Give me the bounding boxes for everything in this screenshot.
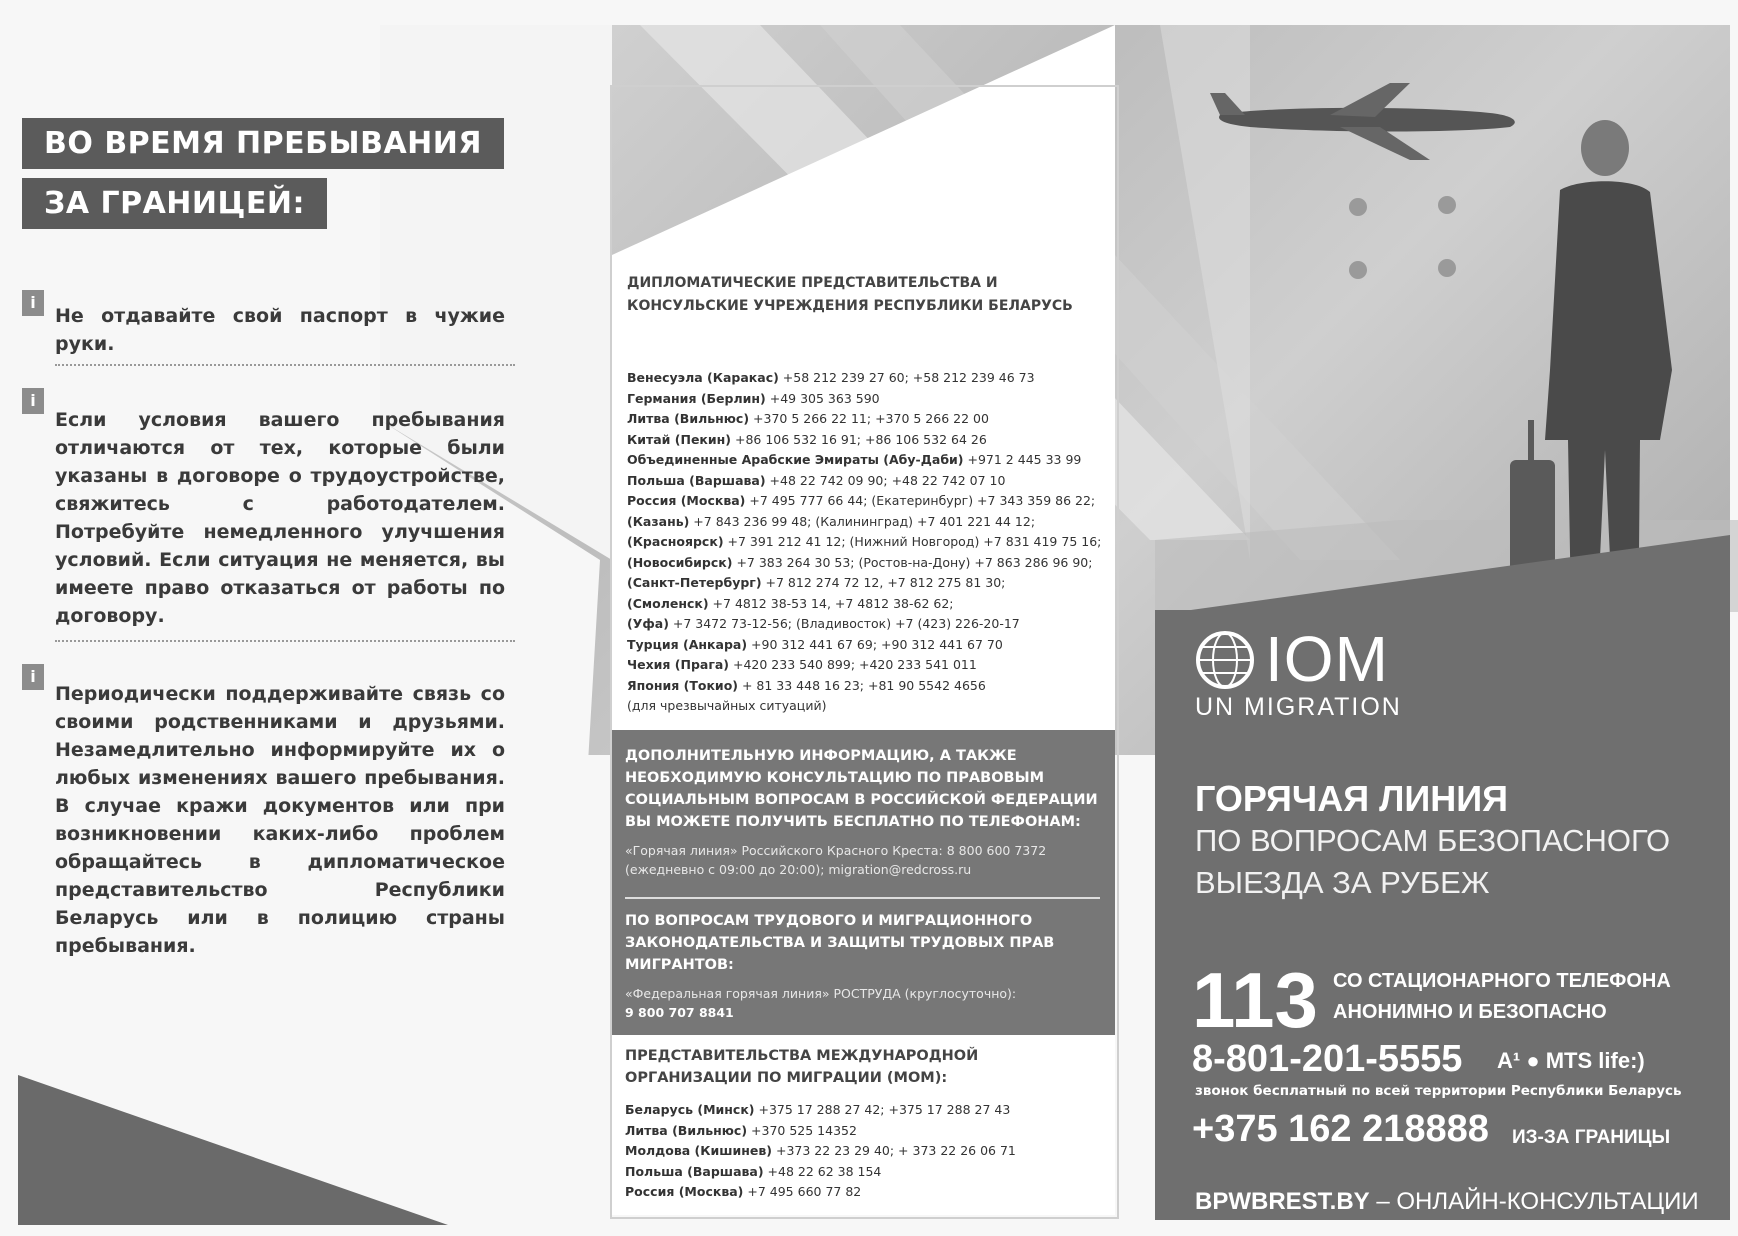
contact-place: Польша (Варшава) xyxy=(627,472,766,488)
contact-phones: + 81 33 448 16 23; +81 90 5542 4656 xyxy=(738,677,986,693)
contact-phones: +375 17 288 27 42; +375 17 288 27 43 xyxy=(754,1102,1011,1117)
contact-row xyxy=(627,409,1107,430)
hotline-subtitle-line1: ПО ВОПРОСАМ БЕЗОПАСНОГО xyxy=(1195,823,1671,858)
contact-place: Чехия (Прага) xyxy=(627,657,730,672)
contact-phones: +7 4812 38-53 14, +7 4812 38-62 62; xyxy=(708,595,954,611)
embassies-title: ДИПЛОМАТИЧЕСКИЕ ПРЕДСТАВИТЕЛЬСТВА И КОНСУЛЬСКИЕ УЧРЕЖДЕНИЯ РЕСПУБЛИКИ БЕЛАРУСЬ xyxy=(627,275,1073,314)
contact-phones: +420 233 540 899; +420 233 541 011 xyxy=(729,657,977,672)
labor-info-block xyxy=(625,910,1110,1022)
contact-row xyxy=(627,532,1107,553)
info-icon: i xyxy=(22,388,44,414)
info-icon: i xyxy=(22,290,44,316)
airplane-icon xyxy=(1210,75,1530,165)
contact-row xyxy=(625,1121,1016,1142)
dotted-divider xyxy=(55,364,515,366)
russia-info-heading: ДОПОЛНИТЕЛЬНУЮ ИНФОРМАЦИЮ, А ТАКЖЕ НЕОБХОДИМУЮ КОНСУЛЬТАЦИЮ ПО ПРАВОВЫМ СОЦИАЛЬНЫМ ВОПРОСАМ В РОССИЙСКОЙ ФЕДЕРАЦИИ ВЫ МОЖЕТЕ ПОЛУЧИТЬ БЕСПЛАТНО ПО ТЕЛЕФОНАМ: xyxy=(625,748,1098,830)
contact-place: (Санкт-Петербург) xyxy=(627,575,762,590)
short-number: 113 xyxy=(1192,956,1318,1044)
contact-row xyxy=(625,1100,1016,1121)
contact-phones: +90 312 441 67 69; +90 312 441 67 70 xyxy=(747,636,1003,652)
tip-conditions: Если условия вашего пребывания отличаются от тех, которые были указаны в договоре о трудоустройстве, свяжитесь с работодателем. Потребуйте немедленного улучшения условий. Если ситуация не меняется, вы имеете право отказаться от работы по договору. xyxy=(55,409,505,627)
iom-offices-heading: ПРЕДСТАВИТЕЛЬСТВА МЕЖДУНАРОДНОЙ ОРГАНИЗАЦИИ ПО МИГРАЦИИ (МОМ): xyxy=(625,1048,979,1086)
grey-divider xyxy=(625,897,1100,899)
contact-place: Литва (Вильнюс) xyxy=(627,411,750,426)
contact-phones: +373 22 23 29 40; + 373 22 26 06 71 xyxy=(772,1143,1016,1158)
rostrud-phone: 9 800 707 8841 xyxy=(625,1005,734,1020)
contact-row xyxy=(627,491,1107,512)
website-link[interactable]: BPWBREST.BY xyxy=(1195,1188,1370,1215)
contact-row xyxy=(625,1182,1016,1203)
abroad-label: ИЗ-ЗА ГРАНИЦЫ xyxy=(1512,1127,1671,1148)
contact-place: (Красноярск) xyxy=(627,534,724,549)
contact-row xyxy=(627,450,1107,471)
contact-place: Литва (Вильнюс) xyxy=(625,1122,748,1138)
russia-info-block xyxy=(625,745,1110,879)
dotted-divider xyxy=(55,640,515,642)
contact-phones: +7 3472 73-12-56; (Владивосток) +7 (423) 226-20-17 xyxy=(668,616,1020,631)
contact-phones: +7 812 274 72 12, +7 812 275 81 30; xyxy=(761,575,1006,590)
contact-phones: +86 106 532 16 91; +86 106 532 64 26 xyxy=(731,431,987,447)
contact-row xyxy=(627,430,1107,451)
heading-line1: ВО ВРЕМЯ ПРЕБЫВАНИЯ xyxy=(22,118,504,169)
fixed-line-note-2: АНОНИМНО И БЕЗОПАСНО xyxy=(1333,1001,1607,1023)
contact-row xyxy=(625,1162,1016,1183)
contact-phones: +971 2 445 33 99 xyxy=(963,452,1082,467)
contact-place: (Смоленск) xyxy=(627,595,709,611)
contact-phones: +49 305 363 590 xyxy=(765,390,880,406)
hotline-title: ГОРЯЧАЯ ЛИНИЯ xyxy=(1195,778,1508,819)
fixed-line-note-1: СО СТАЦИОНАРНОГО ТЕЛЕФОНА xyxy=(1333,970,1671,992)
contact-place: (Новосибирск) xyxy=(627,554,733,570)
labor-info-heading: ПО ВОПРОСАМ ТРУДОВОГО И МИГРАЦИОННОГО ЗАКОНОДАТЕЛЬСТВА И ЗАЩИТЫ ТРУДОВЫХ ПРАВ МИГРАНТОВ: xyxy=(625,913,1055,973)
contact-phones: +7 391 212 41 12; (Нижний Новгород) +7 831 419 75 16; xyxy=(723,534,1102,549)
operator-logos: A¹ ● MTS life:) xyxy=(1497,1048,1645,1073)
contact-row xyxy=(625,1141,1016,1162)
website-line xyxy=(1195,1188,1699,1216)
iom-logo-subtitle: UN MIGRATION xyxy=(1195,693,1402,721)
fixed-line-note xyxy=(1333,966,1671,1028)
tip-contact-relatives: Периодически поддерживайте связь со своими родственниками и друзьями. Незамедлительно информируйте их о любых изменениях вашего пребывания. В случае кражи документов или при возникновении каких-либо проблем обращайтесь в дипломатическое представительство Республики Беларусь или в полицию страны пребывания. xyxy=(55,683,505,957)
contact-phones: +48 22 62 38 154 xyxy=(763,1163,882,1179)
website-caption: – ОНЛАЙН-КОНСУЛЬТАЦИИ xyxy=(1369,1188,1699,1215)
contact-row xyxy=(627,471,1107,492)
contact-place: (Уфа) xyxy=(627,616,669,631)
red-cross-hours: (ежедневно с 09:00 до 20:00); migration@redcross.ru xyxy=(625,862,972,877)
contact-row xyxy=(627,389,1107,410)
contact-place: Объединенные Арабские Эмираты (Абу-Даби) xyxy=(627,452,964,467)
red-cross-line: «Горячая линия» Российского Красного Креста: 8 800 600 7372 xyxy=(625,843,1047,858)
iom-logo-word: IOM xyxy=(1265,623,1389,695)
abroad-number: +375 162 218888 xyxy=(1192,1108,1489,1150)
iom-offices-list xyxy=(625,1100,1016,1203)
mobile-number: 8-801-201-5555 xyxy=(1192,1038,1463,1080)
contact-place: Германия (Берлин) xyxy=(627,390,766,406)
contact-place: Китай (Пекин) xyxy=(627,431,732,447)
contact-place: (Казань) xyxy=(627,513,690,529)
contact-place: Россия (Москва) xyxy=(625,1184,744,1199)
contact-row xyxy=(627,696,1107,717)
corner-triangle xyxy=(18,1075,448,1225)
contact-place: Молдова (Кишинев) xyxy=(625,1143,773,1158)
embassy-contacts-list xyxy=(627,368,1107,717)
contact-place: Россия (Москва) xyxy=(627,493,746,508)
contact-row xyxy=(627,573,1107,594)
contact-row xyxy=(627,676,1107,697)
contact-row xyxy=(627,553,1107,574)
contact-row xyxy=(627,655,1107,676)
contact-phones: +7 843 236 99 48; (Калининград) +7 401 221 44 12; xyxy=(689,513,1036,529)
contact-row xyxy=(627,512,1107,533)
contact-phones: +7 495 777 66 44; (Екатеринбург) +7 343 359 86 22; xyxy=(745,493,1096,508)
contact-place: Турция (Анкара) xyxy=(627,636,748,652)
contact-row xyxy=(627,594,1107,615)
contact-phones: +7 495 660 77 82 xyxy=(743,1184,862,1199)
contact-phones: +58 212 239 27 60; +58 212 239 46 73 xyxy=(778,370,1035,385)
rostrud-line: «Федеральная горячая линия» РОСТРУДА (круглосуточно): xyxy=(625,986,1017,1001)
contact-phones: (для чрезвычайных ситуаций) xyxy=(627,698,827,713)
tip-passport: Не отдавайте свой паспорт в чужие руки. xyxy=(55,305,505,355)
contact-place: Польша (Варшава) xyxy=(625,1163,764,1179)
contact-phones: +370 5 266 22 11; +370 5 266 22 00 xyxy=(749,411,989,426)
free-call-note: звонок бесплатный по всей территории Республики Беларусь xyxy=(1195,1083,1682,1099)
iom-globe-icon xyxy=(1195,630,1255,690)
contact-place: Беларусь (Минск) xyxy=(625,1102,755,1117)
contact-phones: +7 383 264 30 53; (Ростов-на-Дону) +7 863 286 96 90; xyxy=(732,554,1093,570)
contact-phones: +370 525 14352 xyxy=(747,1122,857,1138)
contact-phones: +48 22 742 09 90; +48 22 742 07 10 xyxy=(765,472,1006,488)
hotline-subtitle xyxy=(1195,820,1715,904)
info-icon: i xyxy=(22,664,44,690)
contact-row xyxy=(627,614,1107,635)
heading-line2: ЗА ГРАНИЦЕЙ: xyxy=(22,178,327,229)
contact-place: Япония (Токио) xyxy=(627,677,738,693)
contact-row xyxy=(627,635,1107,656)
right-panel-wedge xyxy=(1155,535,1730,615)
contact-row xyxy=(627,368,1107,389)
hotline-subtitle-line2: ВЫЕЗДА ЗА РУБЕЖ xyxy=(1195,865,1490,900)
contact-place: Венесуэла (Каракас) xyxy=(627,370,779,385)
